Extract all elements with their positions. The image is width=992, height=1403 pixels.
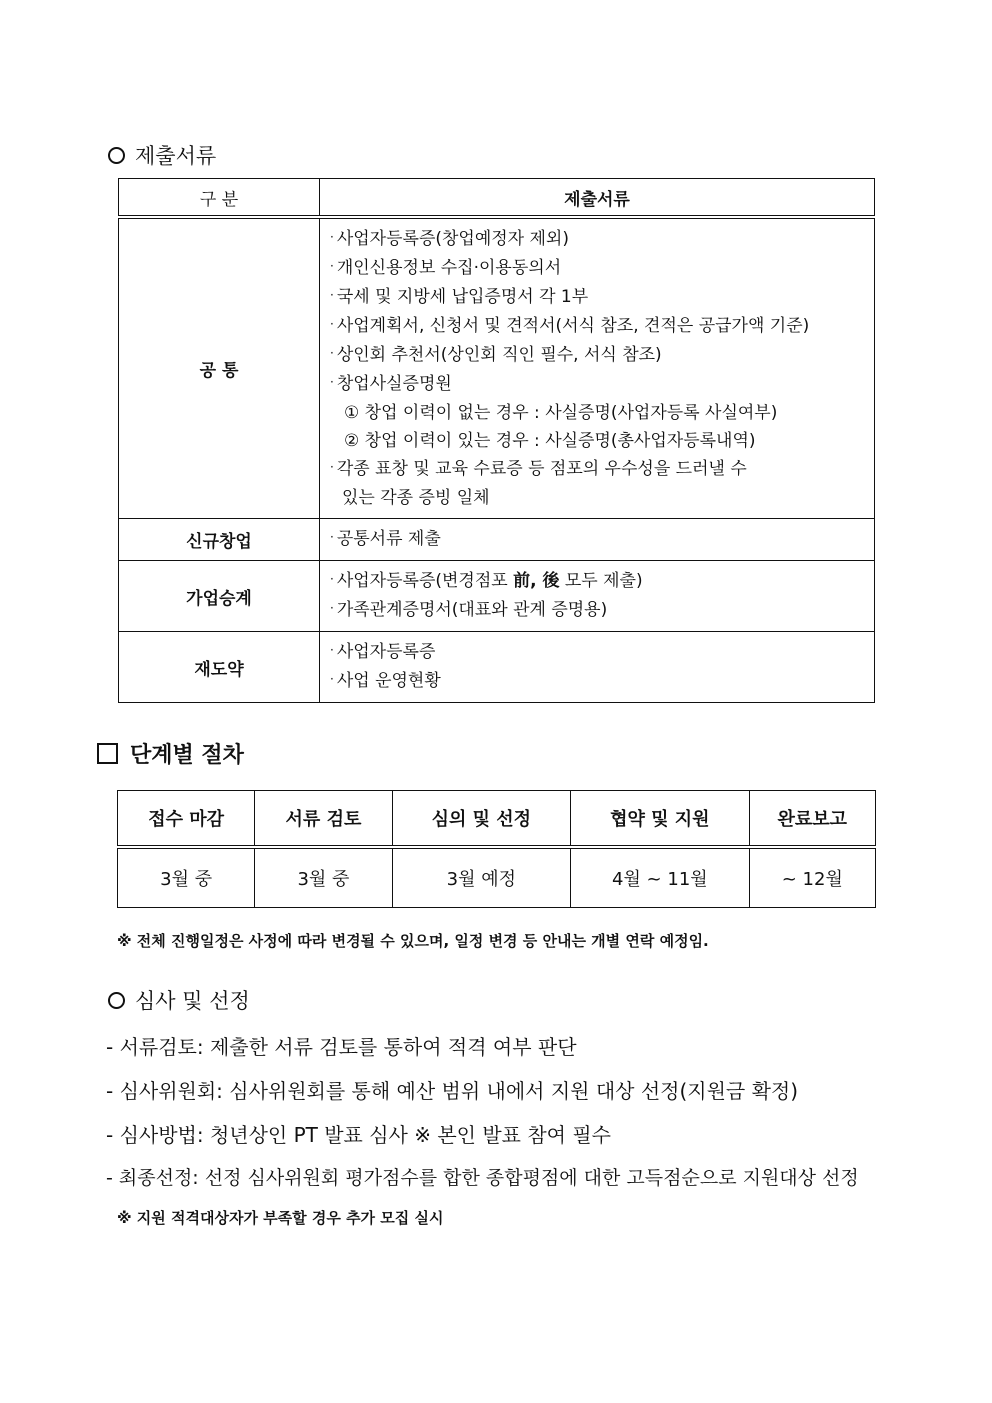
schedule-note: ※ 전체 진행일정은 사정에 따라 변경될 수 있으며, 일정 변경 등 안내는 개별 연락 예정임.	[117, 932, 709, 950]
review-note: ※ 지원 적격대상자가 부족할 경우 추가 모집 실시	[117, 1209, 444, 1227]
step-header: 협약 및 지원	[571, 791, 750, 848]
list-item: · 각종 표창 및 교육 수료증 등 점포의 우수성을 드러낼 수	[330, 459, 747, 479]
review-line: - 서류검토: 제출한 서류 검토를 통하여 적격 여부 판단	[106, 1035, 577, 1059]
table-row	[119, 632, 875, 703]
table-row	[119, 217, 875, 519]
square-bullet-icon	[97, 743, 118, 764]
list-item: · 사업 운영현황	[330, 671, 441, 691]
list-item: · 창업사실증명원	[330, 374, 452, 394]
list-item-continuation: 있는 각종 증빙 일체	[342, 488, 490, 508]
steps-heading: 단계별 절차	[97, 738, 244, 769]
review-line: - 최종선정: 선정 심사위원회 평가점수를 합한 종합평점에 대한 고득점순으로 지원대상 선정	[106, 1167, 859, 1189]
table-row	[119, 561, 875, 632]
category-succession: 가업승계	[119, 561, 320, 632]
documents-heading: 제출서류	[108, 140, 216, 170]
review-line: - 심사위원회: 심사위원회를 통해 예산 범위 내에서 지원 대상 선정(지원금 확정)	[106, 1079, 799, 1103]
list-item: · 사업자등록증(변경점포 前, 後 모두 제출)	[330, 571, 643, 591]
circle-bullet-icon	[108, 147, 125, 164]
step-header: 심의 및 선정	[392, 791, 571, 848]
table-row	[119, 519, 875, 561]
step-value: 3월 예정	[392, 847, 571, 908]
review-heading: 심사 및 선정	[108, 985, 250, 1015]
category-relaunch: 재도약	[119, 632, 320, 703]
header-docs: 제출서류	[320, 179, 875, 218]
step-header: 완료보고	[749, 791, 875, 848]
steps-table	[117, 790, 876, 908]
list-item: · 가족관계증명서(대표와 관계 증명용)	[330, 600, 608, 620]
category-common: 공 통	[119, 217, 320, 519]
table-row	[118, 847, 876, 908]
header-category: 구 분	[119, 179, 320, 218]
documents-table	[118, 178, 875, 703]
list-item: · 사업자등록증	[330, 642, 436, 662]
step-value: ~ 12월	[749, 847, 875, 908]
sub-item: ① 창업 이력이 없는 경우 : 사실증명(사업자등록 사실여부)	[344, 403, 778, 423]
step-value: 3월 중	[118, 847, 255, 908]
review-line: - 심사방법: 청년상인 PT 발표 심사 ※ 본인 발표 참여 필수	[106, 1123, 611, 1147]
step-header: 서류 검토	[255, 791, 392, 848]
step-value: 3월 중	[255, 847, 392, 908]
step-value: 4월 ~ 11월	[571, 847, 750, 908]
step-header: 접수 마감	[118, 791, 255, 848]
common-items	[320, 217, 875, 519]
list-item: · 공통서류 제출	[330, 529, 441, 549]
list-item: · 상인회 추천서(상인회 직인 필수, 서식 참조)	[330, 345, 662, 365]
list-item: · 개인신용정보 수집·이용동의서	[330, 258, 562, 278]
sub-item: ② 창업 이력이 있는 경우 : 사실증명(총사업자등록내역)	[344, 431, 756, 451]
category-new-startup: 신규창업	[119, 519, 320, 561]
circle-bullet-icon	[108, 992, 125, 1009]
list-item: · 사업자등록증(창업예정자 제외)	[330, 229, 569, 249]
list-item: · 사업계획서, 신청서 및 견적서(서식 참조, 견적은 공급가액 기준)	[330, 316, 810, 336]
list-item: · 국세 및 지방세 납입증명서 각 1부	[330, 287, 589, 307]
